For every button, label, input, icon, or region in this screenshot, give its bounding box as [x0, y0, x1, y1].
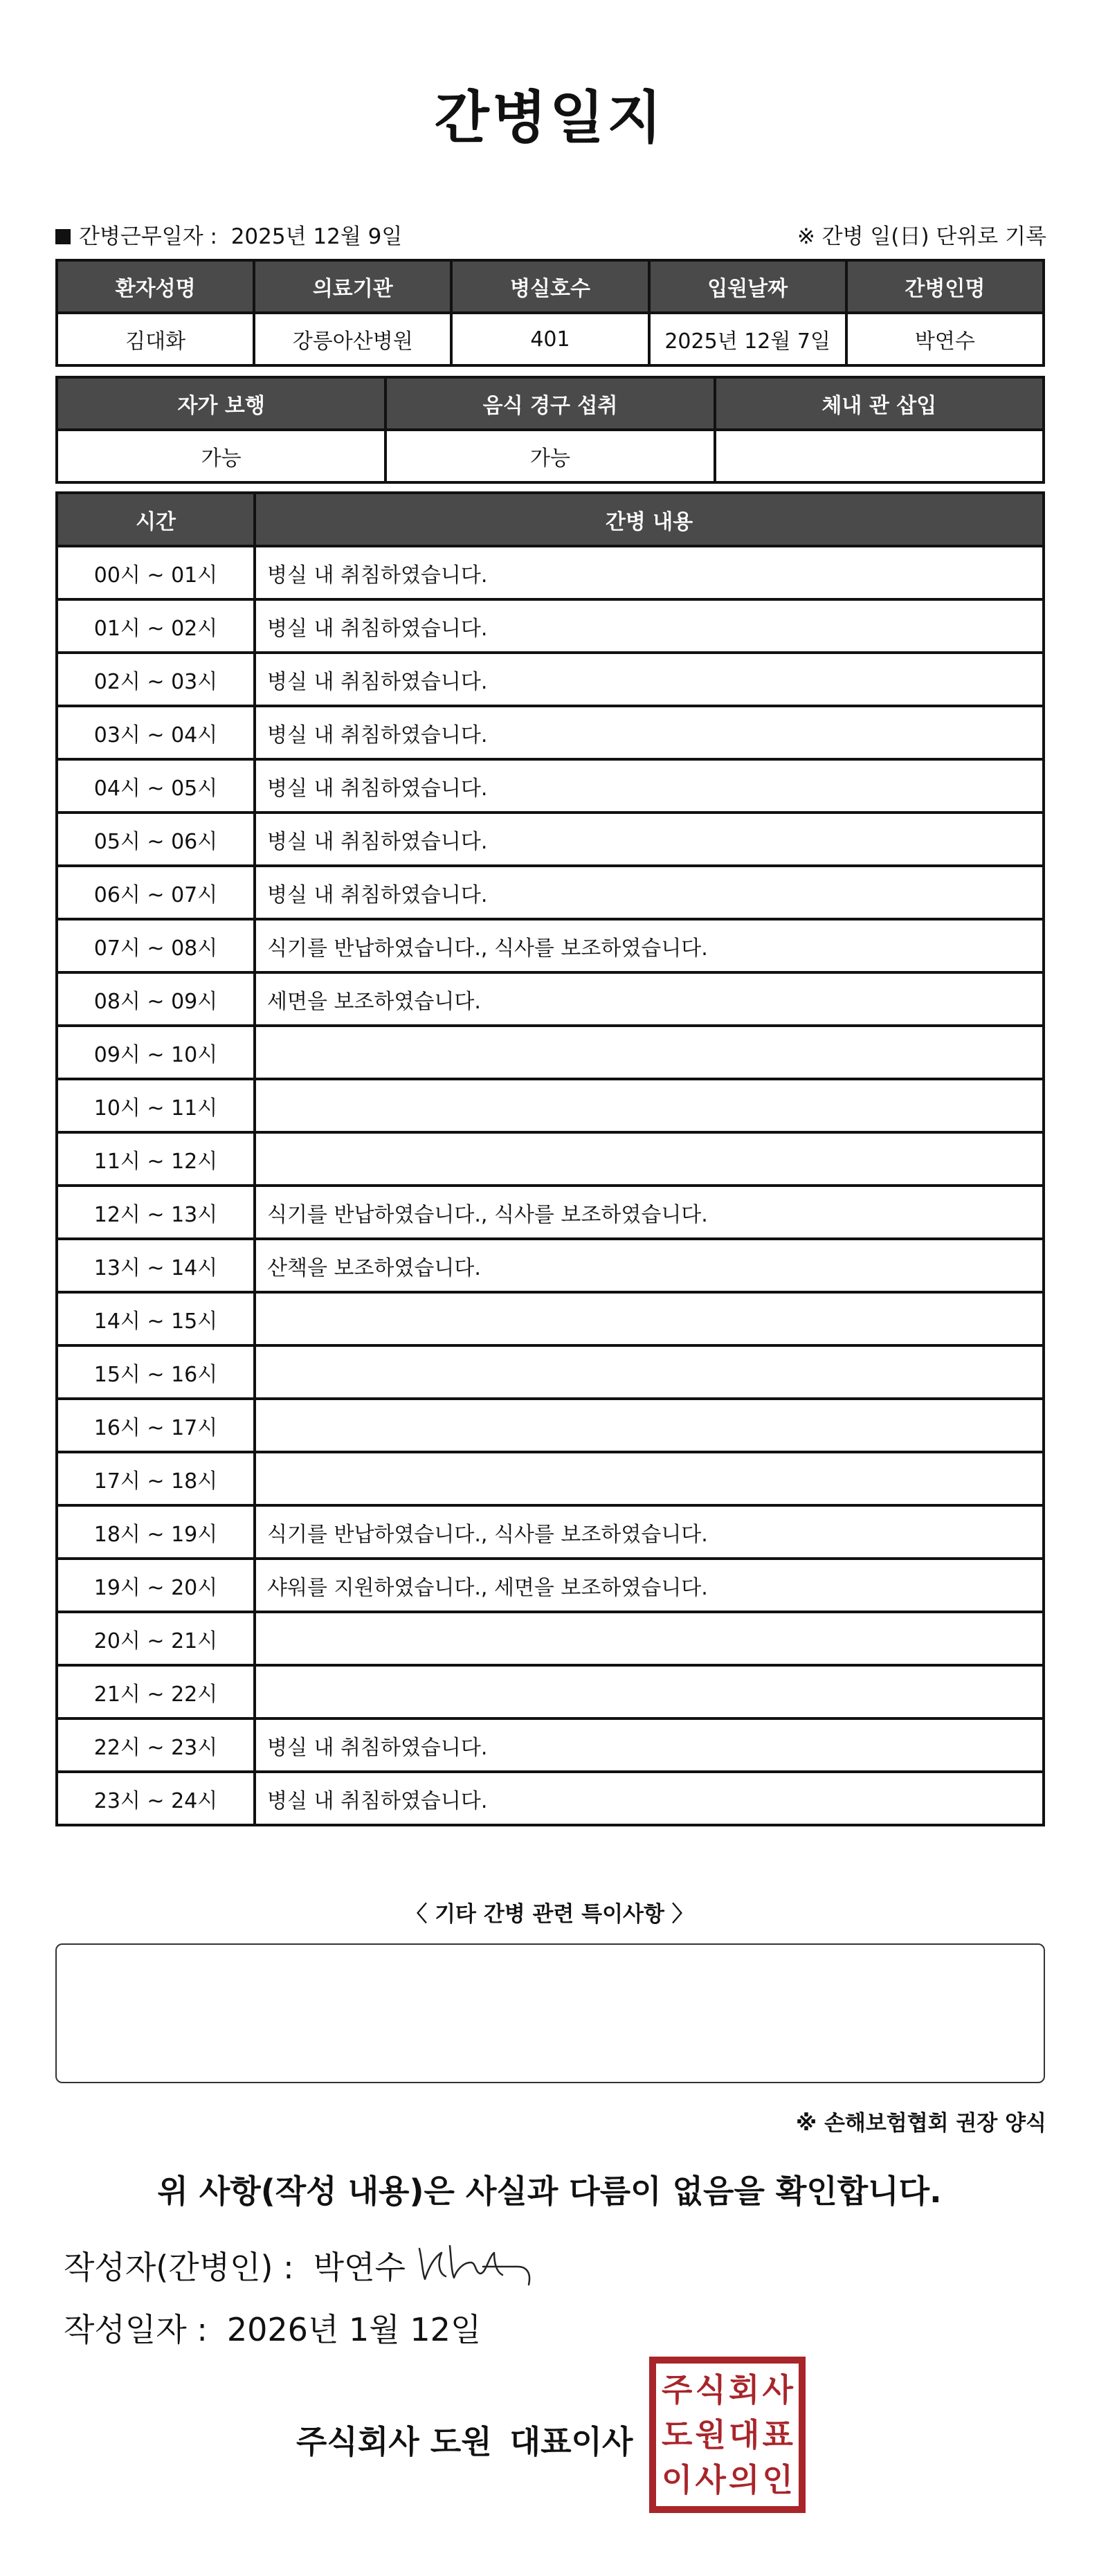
- header-time: 시간: [57, 493, 255, 546]
- header-oral-intake: 음식 경구 섭취: [385, 377, 714, 430]
- care-log-row: [57, 1292, 1044, 1345]
- seal-char: 회: [729, 2371, 760, 2409]
- care-log-row: [57, 759, 1044, 813]
- care-log-row: [57, 1559, 1044, 1612]
- page-title: 간병일지: [434, 85, 665, 151]
- signature: [414, 2232, 538, 2294]
- patient-info-value-row: [57, 313, 1044, 365]
- writer-name: 박연수: [313, 2249, 406, 2286]
- header-admission-date: 입원날짜: [649, 260, 846, 313]
- care-log-row: [57, 1186, 1044, 1239]
- care-content-cell: [255, 1079, 1044, 1132]
- care-content-cell: 병실 내 취침하였습니다.: [255, 866, 1044, 919]
- company-name: 주식회사 도원: [296, 2423, 492, 2460]
- time-cell: 22시 ~ 23시: [57, 1718, 255, 1772]
- work-date-label: 간병근무일자 :: [79, 224, 217, 249]
- seal-char: 인: [762, 2460, 793, 2498]
- time-cell: 18시 ~ 19시: [57, 1505, 255, 1559]
- care-log-row: [57, 546, 1044, 599]
- remarks-box: [55, 1943, 1045, 2083]
- care-content-cell: 식기를 반납하였습니다., 식사를 보조하였습니다.: [255, 1505, 1044, 1559]
- header-hospital: 의료기관: [254, 260, 451, 313]
- remarks-title: 〈 기타 간병 관련 특이사항 〉: [406, 1902, 693, 1927]
- care-log-row: [57, 653, 1044, 706]
- time-cell: 08시 ~ 09시: [57, 972, 255, 1026]
- time-cell: 02시 ~ 03시: [57, 653, 255, 706]
- work-date-value: 2025년 12월 9일: [230, 224, 403, 249]
- header-care-content: 간병 내용: [255, 493, 1044, 546]
- time-cell: 11시 ~ 12시: [57, 1132, 255, 1186]
- time-cell: 14시 ~ 15시: [57, 1292, 255, 1345]
- time-cell: 10시 ~ 11시: [57, 1079, 255, 1132]
- care-content-cell: [255, 1452, 1044, 1505]
- care-log-row: [57, 972, 1044, 1026]
- care-log-row: [57, 1772, 1044, 1825]
- time-cell: 12시 ~ 13시: [57, 1186, 255, 1239]
- header-patient-name: 환자성명: [57, 260, 254, 313]
- care-content-cell: 병실 내 취침하였습니다.: [255, 1718, 1044, 1772]
- seal-char: 원: [695, 2415, 726, 2453]
- room-number: 401: [451, 313, 648, 365]
- care-log-row: [57, 1665, 1044, 1718]
- work-date: [55, 223, 402, 251]
- time-cell: 04시 ~ 05시: [57, 759, 255, 813]
- care-content-cell: 병실 내 취침하였습니다.: [255, 706, 1044, 759]
- care-log-row: [57, 866, 1044, 919]
- patient-status-table: [55, 376, 1045, 484]
- time-cell: 05시 ~ 06시: [57, 813, 255, 866]
- seal-char: 사: [762, 2371, 793, 2409]
- written-date-value: 2026년 1월 12일: [226, 2311, 482, 2348]
- care-content-cell: 병실 내 취침하였습니다.: [255, 546, 1044, 599]
- care-content-cell: 샤워를 지원하였습니다., 세면을 보조하였습니다.: [255, 1559, 1044, 1612]
- written-date-line: [64, 2305, 481, 2350]
- seal-char: 사: [695, 2460, 726, 2498]
- care-content-cell: [255, 1612, 1044, 1665]
- time-cell: 15시 ~ 16시: [57, 1345, 255, 1399]
- seal-char: 도: [662, 2415, 693, 2453]
- care-content-cell: 식기를 반납하였습니다., 식사를 보조하였습니다.: [255, 1186, 1044, 1239]
- time-cell: 13시 ~ 14시: [57, 1239, 255, 1292]
- care-content-cell: 병실 내 취침하였습니다.: [255, 1772, 1044, 1825]
- care-log-row: [57, 1718, 1044, 1772]
- care-log-row: [57, 1612, 1044, 1665]
- admission-date: 2025년 12월 7일: [649, 313, 846, 365]
- care-log-row: [57, 1399, 1044, 1452]
- square-bullet-icon: [55, 229, 71, 244]
- care-content-cell: [255, 1345, 1044, 1399]
- caregiver-name: 박연수: [846, 313, 1044, 365]
- care-log-table: [55, 491, 1045, 1826]
- care-log-row: [57, 1132, 1044, 1186]
- time-cell: 20시 ~ 21시: [57, 1612, 255, 1665]
- care-content-cell: 산책을 보조하였습니다.: [255, 1239, 1044, 1292]
- seal-characters: [660, 2368, 794, 2502]
- company-line: [296, 2417, 633, 2462]
- source-note: ※ 손해보험협회 권장 양식: [796, 2111, 1046, 2136]
- care-content-cell: 병실 내 취침하였습니다.: [255, 653, 1044, 706]
- care-content-cell: 병실 내 취침하였습니다.: [255, 599, 1044, 653]
- patient-info-header-row: [57, 260, 1044, 313]
- care-log-row: [57, 1079, 1044, 1132]
- care-content-cell: 병실 내 취침하였습니다.: [255, 813, 1044, 866]
- writer-label: 작성자(간병인) :: [64, 2249, 294, 2286]
- care-content-cell: 식기를 반납하였습니다., 식사를 보조하였습니다.: [255, 919, 1044, 972]
- oral-intake-value: 가능: [385, 430, 714, 482]
- seal-char: 표: [762, 2415, 793, 2453]
- care-content-cell: [255, 1665, 1044, 1718]
- seal-char: 식: [695, 2371, 726, 2409]
- time-cell: 17시 ~ 18시: [57, 1452, 255, 1505]
- care-content-cell: [255, 1132, 1044, 1186]
- care-log-row: [57, 1239, 1044, 1292]
- patient-info-table: [55, 259, 1045, 367]
- time-cell: 06시 ~ 07시: [57, 866, 255, 919]
- header-self-walking: 자가 보행: [57, 377, 385, 430]
- time-cell: 19시 ~ 20시: [57, 1559, 255, 1612]
- care-content-cell: [255, 1292, 1044, 1345]
- header-tube-insertion: 체내 관 삽입: [715, 377, 1044, 430]
- care-log-row: [57, 813, 1044, 866]
- care-content-cell: 병실 내 취침하였습니다.: [255, 759, 1044, 813]
- company-seal: [649, 2357, 806, 2513]
- time-cell: 21시 ~ 22시: [57, 1665, 255, 1718]
- care-log-row: [57, 706, 1044, 759]
- patient-name: 김대화: [57, 313, 254, 365]
- time-cell: 07시 ~ 08시: [57, 919, 255, 972]
- care-content-cell: [255, 1399, 1044, 1452]
- seal-char: 주: [662, 2371, 693, 2409]
- writer-line: [64, 2242, 406, 2288]
- time-cell: 01시 ~ 02시: [57, 599, 255, 653]
- time-cell: 09시 ~ 10시: [57, 1026, 255, 1079]
- care-content-cell: [255, 1026, 1044, 1079]
- seal-char: 의: [729, 2460, 760, 2498]
- header-room-number: 병실호수: [451, 260, 648, 313]
- written-date-label: 작성일자 :: [64, 2311, 208, 2348]
- time-cell: 16시 ~ 17시: [57, 1399, 255, 1452]
- care-content-cell: 세면을 보조하였습니다.: [255, 972, 1044, 1026]
- self-walking-value: 가능: [57, 430, 385, 482]
- care-log-row: [57, 599, 1044, 653]
- care-log-body: [57, 546, 1044, 1825]
- care-log-row: [57, 1505, 1044, 1559]
- hospital-name: 강릉아산병원: [254, 313, 451, 365]
- seal-char: 이: [662, 2460, 693, 2498]
- care-log-row: [57, 1452, 1044, 1505]
- care-log-row: [57, 919, 1044, 972]
- patient-status-value-row: [57, 430, 1044, 482]
- tube-insertion-value: [715, 430, 1044, 482]
- care-log-header-row: [57, 493, 1044, 546]
- care-log-row: [57, 1026, 1044, 1079]
- time-cell: 03시 ~ 04시: [57, 706, 255, 759]
- header-caregiver-name: 간병인명: [846, 260, 1044, 313]
- care-log-row: [57, 1345, 1044, 1399]
- confirmation-statement: 위 사항(작성 내용)은 사실과 다름이 없음을 확인합니다.: [157, 2173, 942, 2210]
- time-cell: 00시 ~ 01시: [57, 546, 255, 599]
- company-representative: 대표이사: [509, 2423, 633, 2460]
- time-cell: 23시 ~ 24시: [57, 1772, 255, 1825]
- seal-char: 대: [729, 2415, 760, 2453]
- patient-status-header-row: [57, 377, 1044, 430]
- unit-note: ※ 간병 일(日) 단위로 기록: [797, 224, 1046, 249]
